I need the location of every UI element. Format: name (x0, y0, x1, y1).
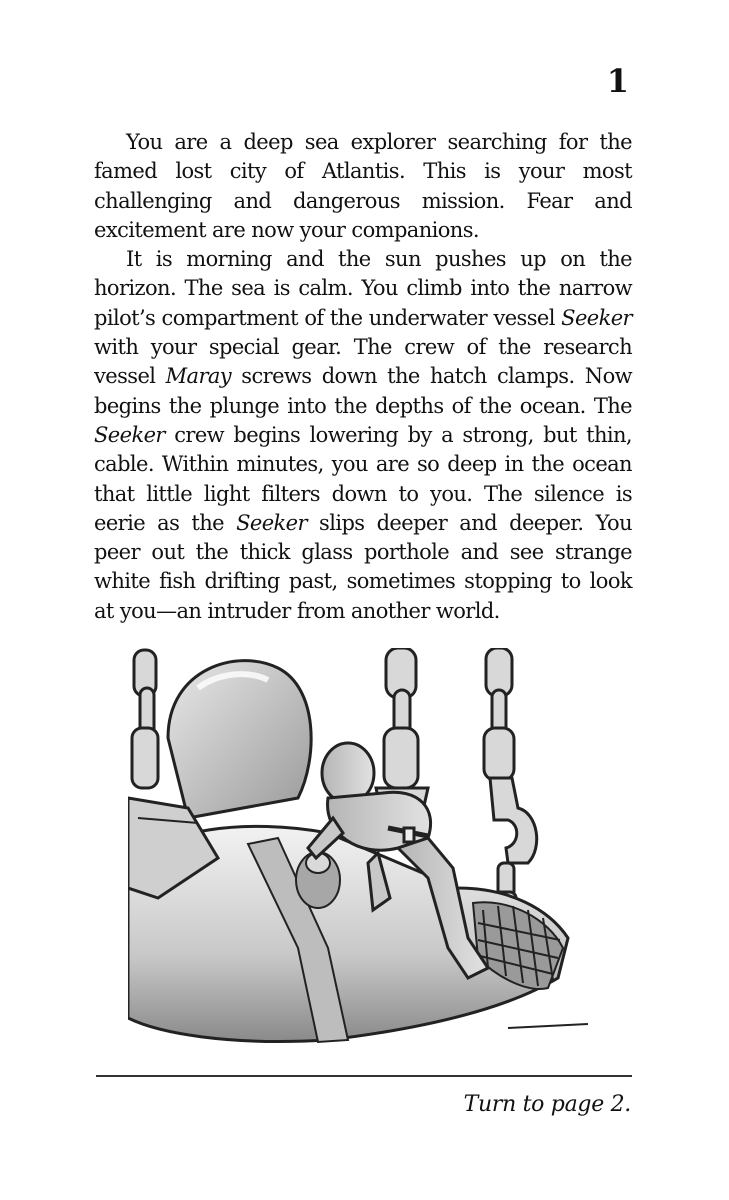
p2-part-4: crew begins lowering by a strong, but thin, cable. Within minutes, you are so deep in the ocean that little light filters down to you. The silence is eerie as the (94, 422, 632, 535)
p2-part-1: It is morning and the sun pushes up on the horizon. The sea is calm. You climb into the narrow pilot’s compartment of the underwater vessel (94, 247, 632, 330)
vessel-name-seeker: Seeker (94, 422, 165, 447)
right-chain (484, 648, 537, 918)
left-chain (132, 650, 158, 788)
p2-part-5: slips deeper and deeper. You peer out the thick glass porthole and see strange white fish drifting past, sometimes stopping to look at you—an intruder from another world. (94, 510, 633, 623)
p2-part-2: with your special gear. The crew of the research vessel (94, 335, 632, 389)
submarine-drawing (128, 648, 588, 1052)
page-number: 1 (606, 62, 629, 100)
vessel-name-seeker: Seeker (236, 510, 307, 535)
footer-divider (96, 1075, 632, 1077)
p2-part-3: screws down the hatch clamps. Now begins the plunge into the depths of the ocean. The (94, 364, 632, 418)
story-text (94, 128, 632, 626)
submarine-illustration (128, 648, 588, 1052)
paragraph-2 (94, 245, 632, 626)
vessel-name-seeker: Seeker (561, 305, 632, 330)
middle-chain (376, 648, 428, 806)
hull-dome (168, 661, 311, 818)
vessel-name-maray: Maray (165, 364, 232, 389)
paragraph-1: You are a deep sea explorer searching for the famed lost city of Atlantis. This is your most challenging and dangerous mission. Fear and excitement are now your companions. (94, 130, 632, 242)
turn-to-page: Turn to page 2. (463, 1092, 631, 1117)
